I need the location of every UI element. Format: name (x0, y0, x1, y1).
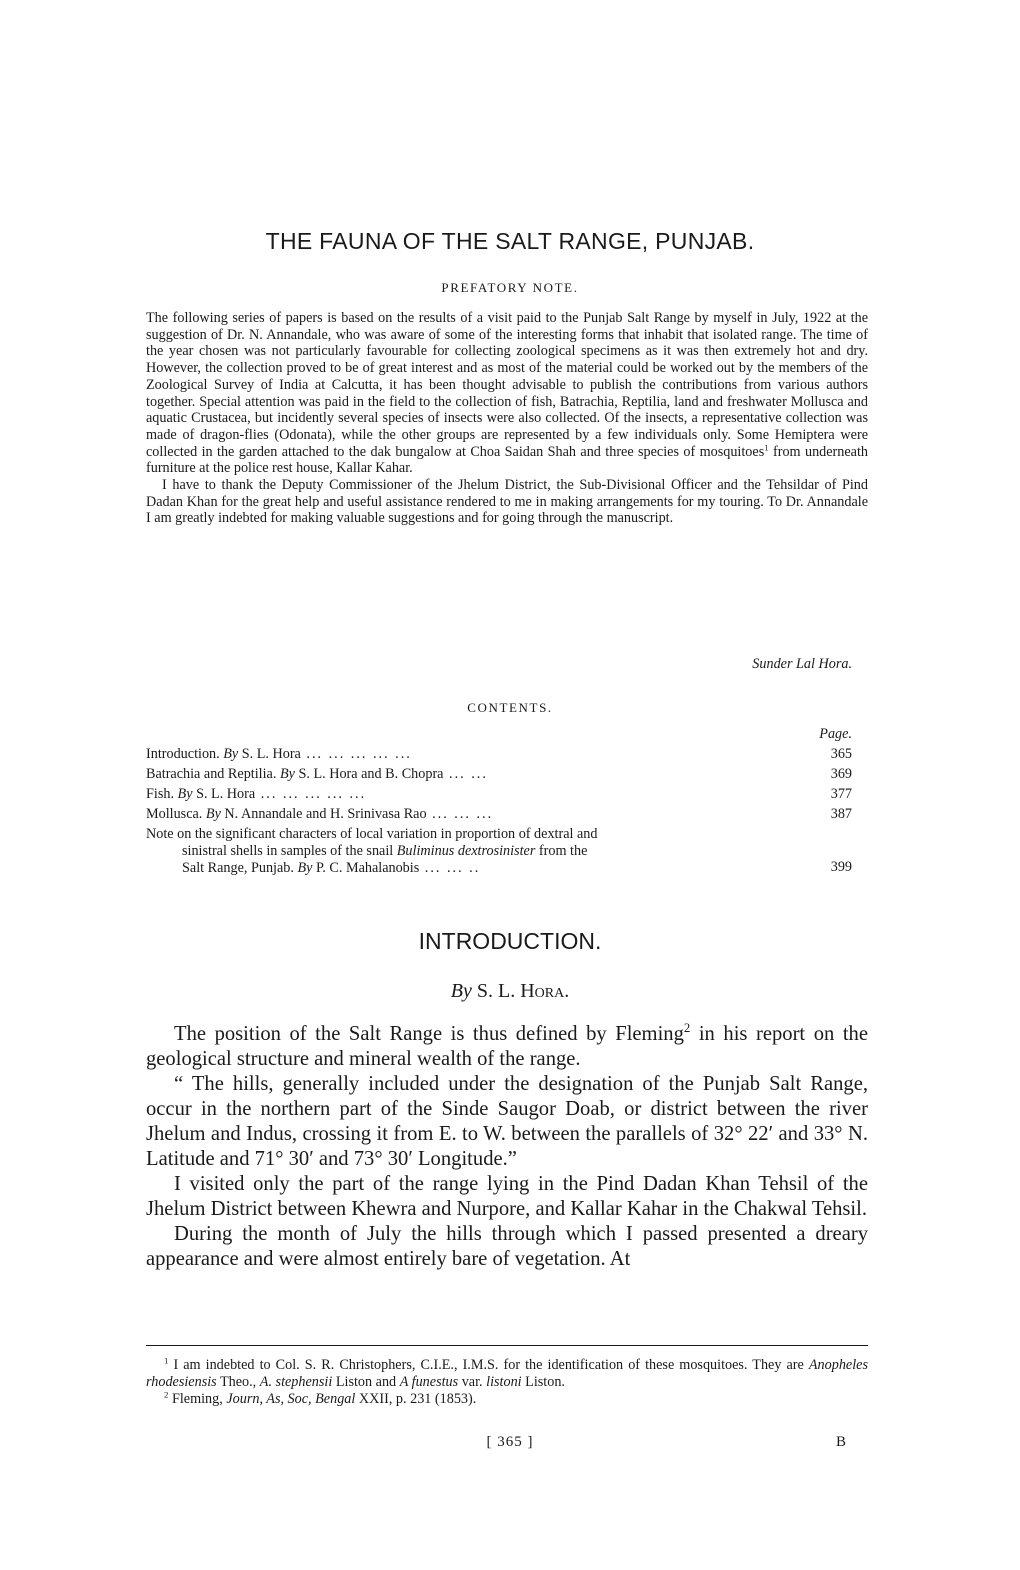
contents-entry (146, 804, 792, 824)
contents-note-line-2 (146, 843, 792, 860)
footnote-ref-1: 1 (764, 441, 769, 452)
contents-entry-author: S. L. Hora (238, 746, 301, 762)
introduction-paragraph-4: During the month of July the hills through which I passed presented a dreary appearance and were almost entirely bare of vegetation. At (146, 1223, 868, 1270)
footnote-1-species-4: listoni (486, 1374, 522, 1390)
printer-signature-mark: B (836, 1434, 847, 1450)
contents-entry-leader: ... ... ... (426, 806, 494, 822)
footnote-2-journal: Journ, As, Soc, Bengal (226, 1391, 356, 1407)
footnote-2 (146, 1391, 868, 1408)
contents-entry-by: By (279, 766, 295, 782)
contents-note-line-1: Note on the significant characters of local variation in proportion of dextral and (146, 826, 598, 842)
footnote-2-text-a: Fleming, (168, 1391, 227, 1407)
introduction-by: By (450, 980, 472, 1002)
contents-entry-author: S. L. Hora and B. Chopra (294, 766, 444, 782)
footnote-1-species-3: A funestus (399, 1374, 459, 1390)
contents-row (146, 744, 852, 764)
footnote-1-text-a: I am indebted to Col. S. R. Christophers, C.I.E., I.M.S. for the identification of these mosquitoes. They are (168, 1357, 809, 1373)
footnote-2-number: 2 (164, 1389, 169, 1400)
contents-entry-author: N. Annandale and H. Srinivasa Rao (220, 806, 427, 822)
footnote-2-text-b: XXII, p. 231 (1853). (355, 1391, 477, 1407)
contents-entry-leader: ... ... (443, 766, 488, 782)
footnote-1-text-e: Liston. (521, 1374, 565, 1390)
introduction-paragraph-1 (146, 1022, 868, 1072)
introduction-paragraph-1-b: in his report on the geological structure and mineral wealth of the range. (146, 1023, 868, 1070)
contents-entry-page: 377 (830, 786, 852, 802)
contents-entry (146, 784, 792, 804)
contents-table (146, 724, 852, 877)
contents-row (146, 764, 852, 784)
contents-entry-title: Batrachia and Reptilia. (146, 766, 277, 782)
footnote-ref-2: 2 (683, 1021, 691, 1036)
prefatory-paragraph-2: I have to thank the Deputy Commissioner of the Jhelum District, the Sub-Divisional Officer and the Tehsildar of Pind Dadan Khan for the great help and useful assistance rendered to me in making arrangements for my touring. To Dr. Annandale I am greatly indebted for making valuable suggestions and for going through the manuscript. (146, 477, 868, 527)
contents-entry-title: Mollusca. (146, 806, 203, 822)
footnote-1-text-c: Liston and (332, 1374, 400, 1390)
footnote-divider (146, 1345, 868, 1346)
footnote-1-species-2: A. stephensii (259, 1374, 333, 1390)
page-number: [ 365 ] (486, 1434, 534, 1450)
footnote-1-text-d: var. (458, 1374, 487, 1390)
contents-heading: CONTENTS. (467, 700, 553, 715)
contents-entry-leader: ... ... ... ... ... (255, 786, 367, 802)
contents-entry-leader: ... ... ... ... ... (300, 746, 412, 762)
contents-note-line-2-b: from the (535, 843, 588, 859)
introduction-paragraph-3: I visited only the part of the range lying in the Pind Dadan Khan Tehsil of the Jhelum District between Khewra and Nurpore, and Kallar Kahar in the Chakwal Tehsil. (146, 1173, 868, 1220)
contents-row (146, 784, 852, 804)
contents-note-leader: ... ... .. (419, 860, 481, 876)
contents-header-spacer (146, 724, 792, 744)
prefatory-paragraph-1 (146, 310, 868, 477)
footnote-1-number: 1 (164, 1355, 169, 1366)
introduction-paragraph-2: “ The hills, generally included under the designation of the Punjab Salt Range, occur in the northern part of the Sinde Saugor Doab, or district between the river Jhelum and Indus, crossing it from E. to W. between the parallels of 32° 22′ and 33° N. Latitude and 71° 30′ and 73° 30′ Longitude.” (146, 1073, 868, 1170)
prefatory-paragraph-1-end: from underneath furniture at the police rest house, Kallar Kahar. (146, 443, 868, 477)
introduction-author (0, 980, 1020, 1003)
contents-row (146, 824, 852, 877)
contents-entry-title: Introduction. (146, 746, 220, 762)
contents-entry-page: 387 (830, 806, 852, 822)
contents-entry-author: S. L. Hora (192, 786, 256, 802)
contents-note-line-3 (146, 860, 792, 877)
contents-row (146, 804, 852, 824)
contents-note-author: P. C. Mahalanobis (312, 860, 420, 876)
contents-note-line-2-a: sinistral shells in samples of the snail (182, 843, 397, 859)
contents-entry (146, 744, 792, 764)
contents-note-line-3-a: Salt Range, Punjab. (182, 860, 294, 876)
contents-entry-page: 365 (830, 746, 852, 762)
contents-entry-by: By (205, 806, 221, 822)
contents-note-by: By (297, 860, 313, 876)
introduction-body (146, 1022, 868, 1272)
contents-header-row (146, 724, 852, 744)
prefatory-note (146, 310, 868, 527)
introduction-paragraph-1-a: The position of the Salt Range is thus defined by Fleming (174, 1023, 684, 1045)
contents-note-page: 399 (830, 859, 852, 875)
contents-entry (146, 764, 792, 784)
introduction-heading: INTRODUCTION. (418, 928, 602, 954)
contents-entry-by: By (177, 786, 193, 802)
contents-note-genus: Buliminus dextrosinister (396, 843, 536, 859)
footnote-1 (146, 1357, 868, 1391)
introduction-author-name: S. L. Hora. (476, 980, 570, 1002)
contents-entry-title: Fish. (146, 786, 174, 802)
contents-entry-by: By (223, 746, 239, 762)
article-title: THE FAUNA OF THE SALT RANGE, PUNJAB. (265, 228, 755, 254)
footnotes (146, 1357, 868, 1408)
contents-page-label: Page. (819, 726, 852, 742)
contents-entry-note (146, 824, 792, 877)
prefatory-note-heading: PREFATORY NOTE. (441, 280, 579, 295)
prefatory-paragraph-1-text: The following series of papers is based on the results of a visit paid to the Punjab Salt Range by myself in July, 1922 at the suggestion of Dr. N. Annandale, who was aware of some of the interesting forms that inhabit that isolated range. The time of the year chosen was not particularly favourable for collecting zoological specimens as it was then extremely hot and dry. However, the collection proved to be of great interest and as most of the material could be worked out by the members of the Zoological Survey of India at Calcutta, it has been thought advisable to publish the contributions from various authors together. Special attention was paid in the field to the collection of fish, Batrachia, Reptilia, land and freshwater Mollusca and aquatic Crustacea, but incidently several species of insects were also collected. Of the insects, a representative collection was made of dragon-flies (Odonata), while the other groups are represented by a few individuals only. Some Hemiptera were collected in the garden attached to the dak bungalow at Choa Saidan Shah and three species of mosquitoes (146, 310, 868, 460)
footnote-1-species-1: Anopheles rhodesiensis (146, 1357, 868, 1390)
author-signature: Sunder Lal Hora. (752, 656, 852, 672)
contents-entry-page: 369 (830, 766, 852, 782)
footnote-1-text-b: Theo., (216, 1374, 260, 1390)
